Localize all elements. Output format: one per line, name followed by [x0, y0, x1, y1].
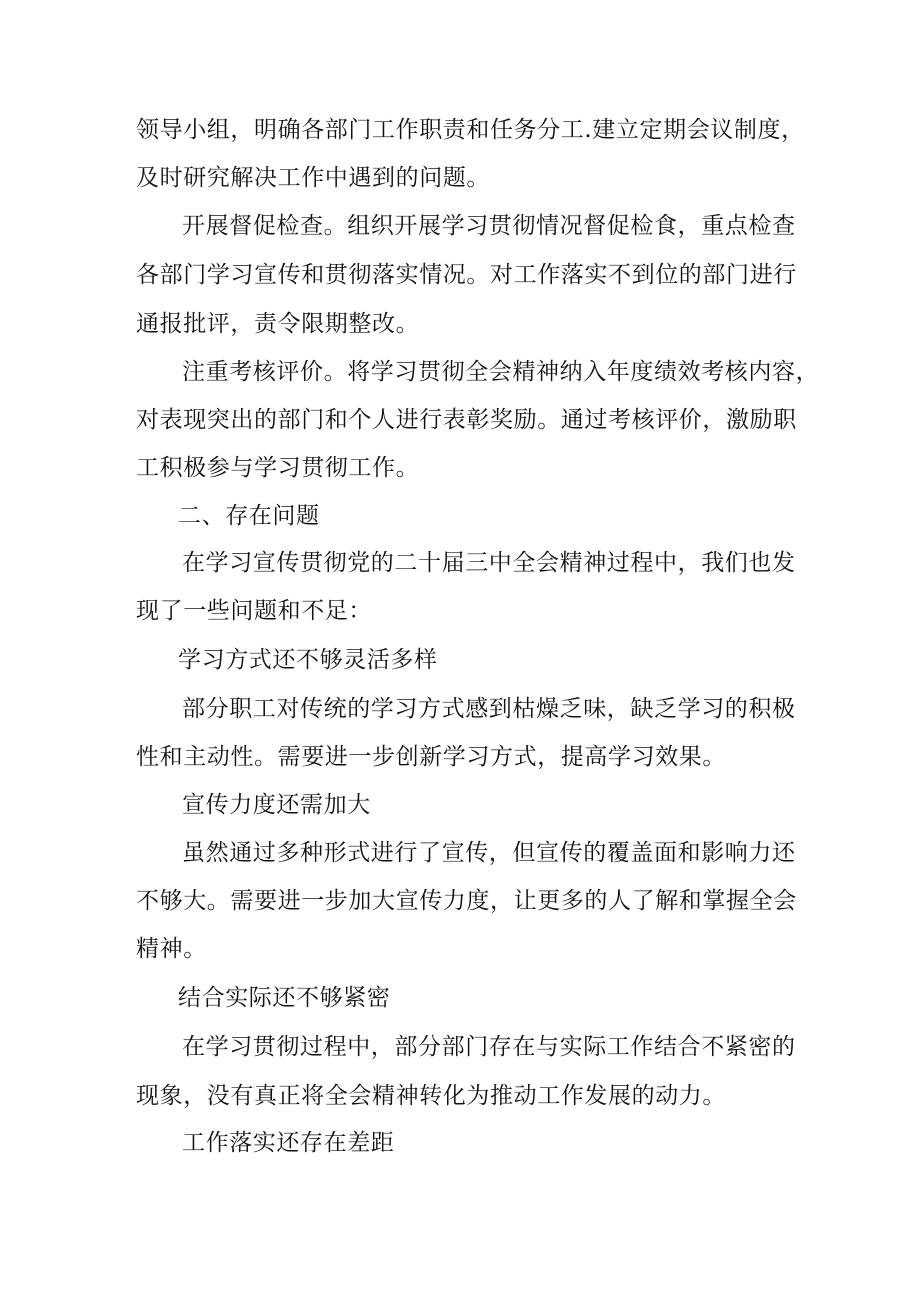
text-line: 对表现突出的部门和个人进行表彰奖励。通过考核评价，激励职 — [136, 407, 797, 433]
text-line: 领导小组，明确各部门工作职责和任务分工.建立定期会议制度， — [136, 117, 805, 143]
paragraph-start-line: 虽然通过多种形式进行了宣传，但宣传的覆盖面和影响力还 — [182, 840, 796, 866]
text-line: 及时研究解决工作中遇到的问题。 — [136, 165, 490, 191]
text-line: 通报批评，责令限期整改。 — [136, 311, 420, 337]
subheading: 宣传力度还需加大 — [182, 792, 371, 818]
paragraph-start-line: 在学习贯彻过程中，部分部门存在与实际工作结合不紧密的 — [182, 1034, 796, 1060]
text-line: 性和主动性。需要进一步创新学习方式，提高学习效果。 — [136, 744, 726, 770]
paragraph-start-line: 开展督促检查。组织开展学习贯彻情况督促检食，重点检查 — [182, 213, 796, 239]
paragraph-start-line: 注重考核评价。将学习贯彻全会精神纳入年度绩效考核内容， — [182, 359, 820, 385]
subheading: 结合实际还不够紧密 — [178, 985, 391, 1011]
text-line: 工积极参与学习贯彻工作。 — [136, 455, 420, 481]
subheading: 工作落实还存在差距 — [182, 1130, 395, 1156]
section-heading: 二、存在问题 — [178, 503, 320, 529]
text-line: 各部门学习宣传和贯彻落实情况。对工作落实不到位的部门进行 — [136, 262, 797, 288]
paragraph-start-line: 在学习宣传贯彻党的二十届三中全会精神过程中，我们也发 — [182, 550, 796, 576]
subheading: 学习方式还不够灵活多样 — [178, 647, 438, 673]
text-line: 现象，没有真正将全会精神转化为推动工作发展的动力。 — [136, 1083, 726, 1109]
text-line: 精神。 — [136, 936, 207, 962]
text-line: 不够大。需要进一步加大宣传力度，让更多的人了解和掌握全会 — [136, 888, 797, 914]
text-line: 现了一些问题和不足： — [136, 598, 372, 624]
paragraph-start-line: 部分职工对传统的学习方式感到枯燥乏味，缺乏学习的积极 — [182, 696, 796, 722]
